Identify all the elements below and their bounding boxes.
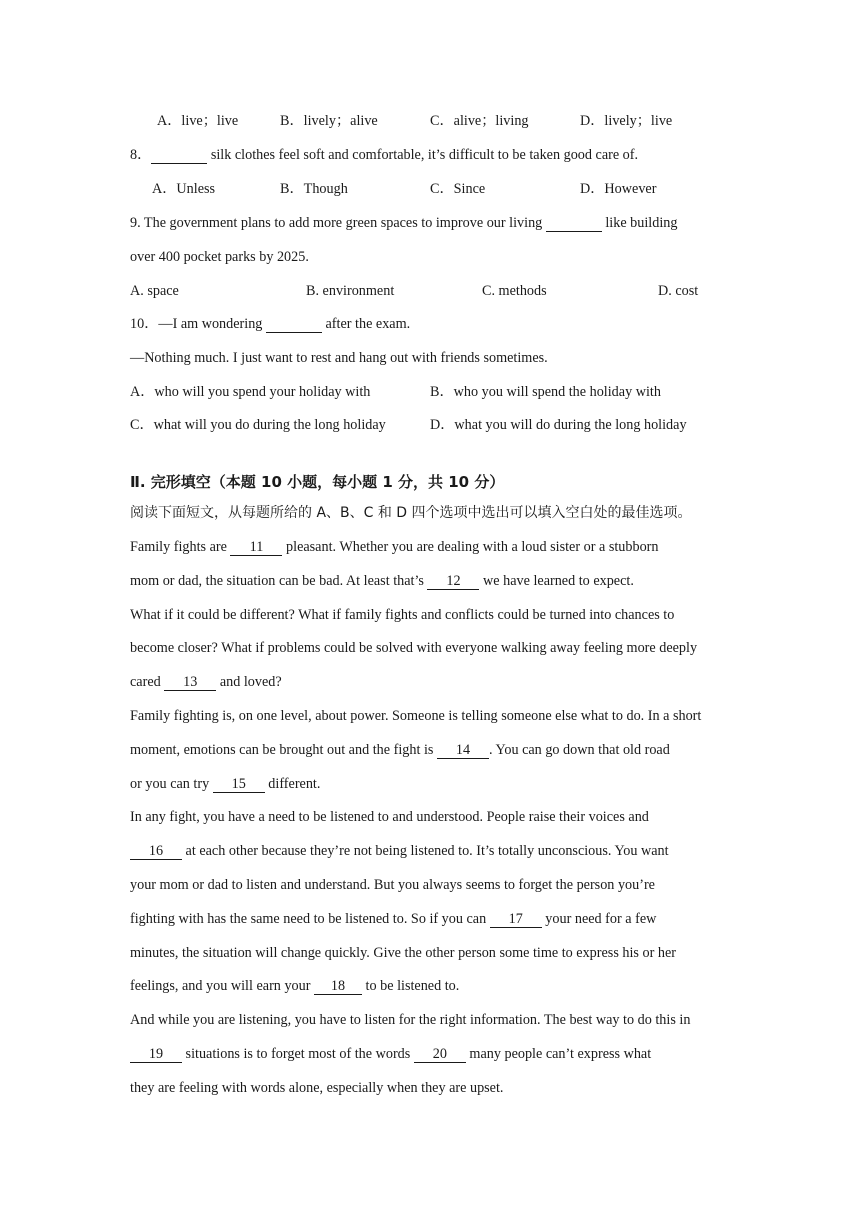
q8-text: silk clothes feel soft and comfortable, it’s difficult to be taken good care of. — [210, 147, 639, 163]
q7-option-b[interactable]: B．lively；alive — [280, 113, 378, 129]
q9-blank — [546, 215, 602, 232]
q10-option-d[interactable]: D．what you will do during the long holiday — [430, 417, 687, 433]
passage-line — [130, 774, 320, 794]
q9-text-post: like building — [605, 215, 678, 231]
passage-text: at each other because they’re not being listened to. It’s totally unconscious. You want — [185, 843, 669, 859]
passage-text: fighting with has the same need to be listened to. So if you can — [130, 911, 487, 927]
passage-line — [130, 537, 658, 557]
passage-line — [130, 672, 282, 692]
passage-text: Family fights are — [130, 539, 227, 555]
passage-text: or you can try — [130, 776, 210, 792]
q9-option-a[interactable]: A. space — [130, 283, 179, 299]
blank-11: 11 — [230, 539, 282, 556]
q7-option-a[interactable]: A．live；live — [157, 113, 239, 129]
q10-option-b[interactable]: B．who you will spend the holiday with — [430, 384, 661, 400]
passage-text: situations is to forget most of the words — [185, 1046, 411, 1062]
q10-blank — [266, 316, 322, 333]
q10-stem — [130, 314, 410, 334]
q9-option-d[interactable]: D. cost — [658, 283, 699, 299]
q10-reply: —Nothing much. I just want to rest and hang out with friends sometimes. — [130, 350, 548, 366]
passage-text: pleasant. Whether you are dealing with a loud sister or a stubborn — [286, 539, 659, 555]
passage-text: cared — [130, 674, 161, 690]
passage-line: your mom or dad to listen and understand. But you always seems to forget the person you’re — [130, 877, 655, 893]
passage-line — [130, 571, 634, 591]
blank-18: 18 — [314, 978, 362, 995]
q8-option-c[interactable]: C．Since — [430, 181, 486, 197]
q10-text-post: after the exam. — [325, 316, 411, 332]
passage-line — [130, 841, 669, 861]
blank-14: 14 — [437, 742, 489, 759]
q8-option-a[interactable]: A．Unless — [152, 181, 216, 197]
q10-text-pre: 10．—I am wondering — [130, 316, 263, 332]
q8-stem — [130, 145, 638, 165]
passage-line — [130, 740, 670, 760]
passage-line: minutes, the situation will change quickly. Give the other person some time to express his or her — [130, 945, 676, 961]
passage-line: What if it could be different? What if family fights and conflicts could be turned into chances to — [130, 607, 675, 623]
passage-line: And while you are listening, you have to listen for the right information. The best way to do this in — [130, 1012, 691, 1028]
passage-line: Family fighting is, on one level, about power. Someone is telling someone else what to do. In a short — [130, 708, 702, 724]
blank-16: 16 — [130, 843, 182, 860]
section-heading: Ⅱ. 完形填空（本题 10 小题，每小题 1 分，共 10 分） — [130, 473, 505, 491]
passage-text: . You can go down that old road — [488, 742, 670, 758]
q8-number: 8． — [130, 147, 152, 163]
q7-option-d[interactable]: D．lively；live — [580, 113, 673, 129]
passage-text: we have learned to expect. — [483, 573, 634, 589]
q10-option-a[interactable]: A．who will you spend your holiday with — [130, 384, 371, 400]
q8-blank — [151, 147, 207, 164]
blank-13: 13 — [164, 674, 216, 691]
q8-option-b[interactable]: B．Though — [280, 181, 348, 197]
q9-stem-line2: over 400 pocket parks by 2025. — [130, 249, 309, 265]
q8-option-d[interactable]: D．However — [580, 181, 657, 197]
q9-option-b[interactable]: B. environment — [306, 283, 395, 299]
q9-stem-line1 — [130, 213, 677, 233]
q9-text-pre: 9. The government plans to add more green spaces to improve our living — [130, 215, 543, 231]
passage-line: they are feeling with words alone, especially when they are upset. — [130, 1080, 504, 1096]
q9-option-c[interactable]: C. methods — [482, 283, 547, 299]
q10-option-c[interactable]: C．what will you do during the long holiday — [130, 417, 386, 433]
blank-17: 17 — [490, 911, 542, 928]
passage-text: many people can’t express what — [469, 1046, 652, 1062]
q7-option-c[interactable]: C．alive；living — [430, 113, 529, 129]
section-instruction: 阅读下面短文，从每题所给的 A、B、C 和 D 四个选项中选出可以填入空白处的最佳选项。 — [130, 505, 692, 521]
passage-text: your need for a few — [545, 911, 657, 927]
passage-line — [130, 1044, 651, 1064]
blank-15: 15 — [213, 776, 265, 793]
passage-line: In any fight, you have a need to be listened to and understood. People raise their voices and — [130, 809, 649, 825]
passage-text: different. — [268, 776, 321, 792]
blank-19: 19 — [130, 1046, 182, 1063]
passage-text: mom or dad, the situation can be bad. At least that’s — [130, 573, 424, 589]
passage-line — [130, 909, 656, 929]
passage-line — [130, 976, 459, 996]
passage-text: moment, emotions can be brought out and the fight is — [130, 742, 434, 758]
passage-text: and loved? — [219, 674, 282, 690]
passage-text: feelings, and you will earn your — [130, 978, 311, 994]
passage-text: to be listened to. — [365, 978, 460, 994]
passage-line: become closer? What if problems could be solved with everyone walking away feeling more deeply — [130, 640, 698, 656]
blank-20: 20 — [414, 1046, 466, 1063]
blank-12: 12 — [427, 573, 479, 590]
